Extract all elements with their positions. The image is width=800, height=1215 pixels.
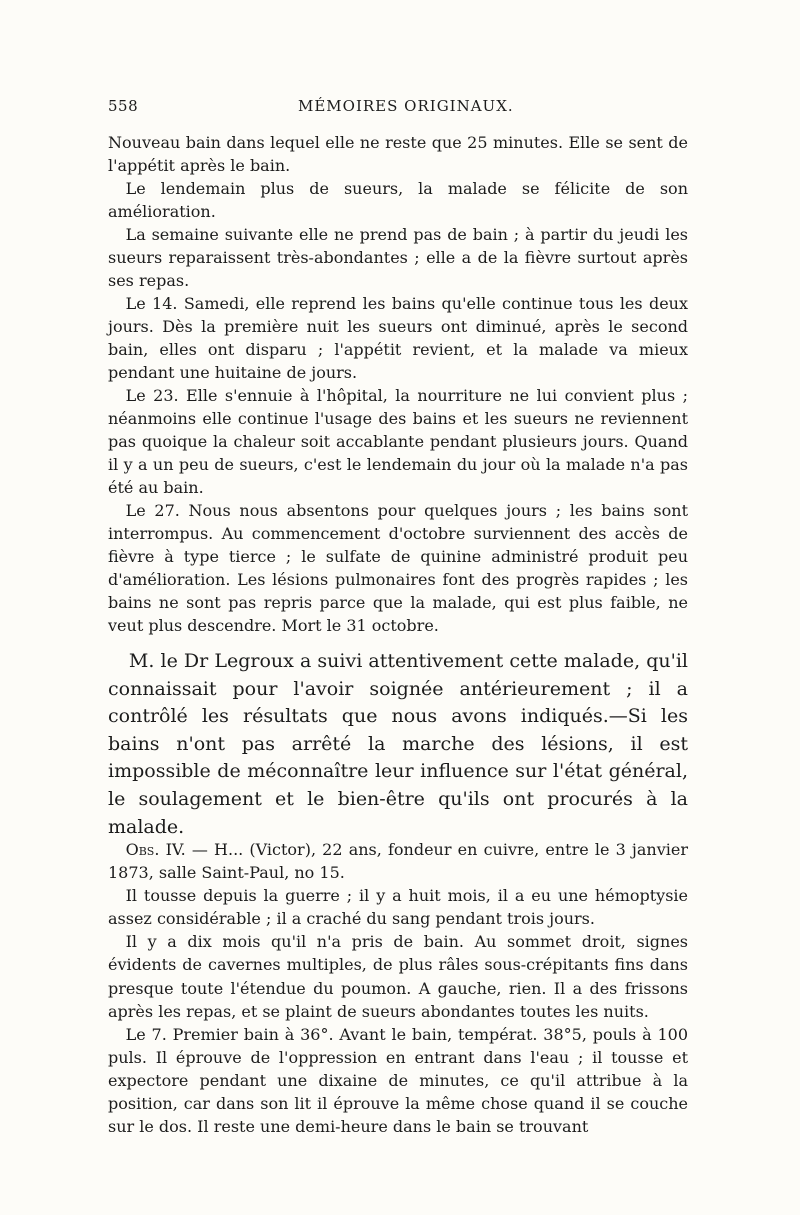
paragraph: Il y a dix mois qu'il n'a pris de bain. Au sommet droit, signes évidents de cavernes multiples, de plus râles sous-crépitants fins dans presque toute l'étendue du poumon. A gauche, rien. Il a des frissons après les repas, et se plaint de sueurs abondantes toutes les nuits. (108, 932, 688, 1021)
paragraph: La semaine suivante elle ne prend pas de bain ; à partir du jeudi les sueurs reparaissent très-abondantes ; elle a de la fièvre surtout après ses repas. (108, 225, 688, 290)
paragraph: Le 7. Premier bain à 36°. Avant le bain, températ. 38°5, pouls à 100 puls. Il éprouve de l'oppression en entrant dans l'eau ; il tousse et expectore pendant une dixaine de minutes, ce qu'il attribue à la position, car dans son lit il éprouve la même chose quand il se couche sur le dos. Il reste une demi-heure dans le bain se trouvant (108, 1024, 688, 1137)
commentary-paragraph: M. le Dr Legroux a suivi attentivement cette malade, qu'il connaissait pour l'avoir soignée antérieurement ; il a contrôlé les résultats que nous avons indiqués.—Si les bains n'ont pas arrêté la marche des lésions, il est impossible de méconnaître leur influence sur l'état général, le soulagement et le bien-être qu'ils ont procurés à la malade. (108, 650, 688, 838)
section-observation-iv (108, 838, 688, 1138)
paragraph: Nouveau bain dans lequel elle ne reste que 25 minutes. Elle se sent de l'appétit après le bain. (108, 133, 688, 175)
paragraph: Il tousse depuis la guerre ; il y a huit mois, il a eu une hémoptysie assez considérable ; il a craché du sang pendant trois jours. (108, 886, 688, 929)
paragraph: Le 23. Elle s'ennuie à l'hôpital, la nourriture ne lui convient plus ; néanmoins elle continue l'usage des bains et les sueurs ne reviennent pas quoique la chaleur soit accablante pendant plusieurs jours. Quand il y a un peu de sueurs, c'est le lendemain du jour où la malade n'a pas été au bain. (108, 386, 688, 497)
page-number: 558 (108, 97, 139, 115)
section-commentary (108, 648, 688, 841)
observation-heading (108, 838, 688, 884)
paragraph: Le 14. Samedi, elle reprend les bains qu'elle continue tous les deux jours. Dès la première nuit les sueurs ont diminué, après le second bain, elles ont disparu ; l'appétit revient, et la malade va mieux pendant une huitaine de jours. (108, 294, 688, 382)
observation-intro: — H... (Victor), 22 ans, fondeur en cuivre, entre le 3 janvier 1873, salle Saint-Paul, no 15. (108, 840, 688, 883)
section-case-continuation (108, 131, 688, 637)
paragraph: Le lendemain plus de sueurs, la malade se félicite de son amélioration. (108, 179, 688, 221)
page-header (108, 97, 688, 123)
observation-label: Obs. IV. (125, 840, 186, 859)
running-title: MÉMOIRES ORIGINAUX. (298, 97, 514, 115)
paragraph: Le 27. Nous nous absentons pour quelques jours ; les bains sont interrompus. Au commencement d'octobre surviennent des accès de fièvre à type tierce ; le sulfate de quinine administré produit peu d'amélioration. Les lésions pulmonaires font des progrès rapides ; les bains ne sont pas repris parce que la malade, qui est plus faible, ne veut plus descendre. Mort le 31 octobre. (108, 501, 688, 635)
